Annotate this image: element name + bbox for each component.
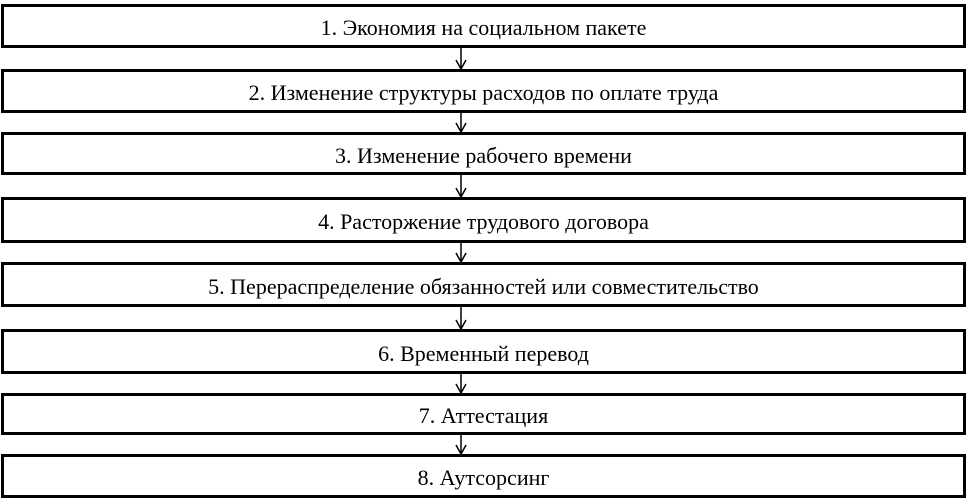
step-box-2 xyxy=(1,69,966,113)
step-label-7: 7. Аттестация xyxy=(418,403,549,428)
step-label-6: 6. Временный перевод xyxy=(378,340,589,366)
step-box-1 xyxy=(1,4,966,48)
arrowhead-2-3 xyxy=(456,123,466,132)
step-label-5: 5. Перераспределение обязанностей или совместительство xyxy=(208,273,759,299)
step-label-4: 4. Расторжение трудового договора xyxy=(318,209,649,234)
step-box-6 xyxy=(1,329,966,374)
arrowhead-4-5 xyxy=(456,253,466,262)
arrowhead-1-2 xyxy=(456,60,466,69)
step-label-1: 1. Экономия на социальном пакете xyxy=(320,15,647,40)
step-label-8: 8. Аутсорсинг xyxy=(417,465,550,490)
arrowhead-5-6 xyxy=(456,320,466,329)
step-label-3: 3. Изменение рабочего времени xyxy=(335,142,632,168)
step-box-4 xyxy=(1,197,966,243)
step-box-8 xyxy=(1,454,966,498)
arrowhead-7-8 xyxy=(456,445,466,454)
step-box-7 xyxy=(1,393,966,435)
step-box-5 xyxy=(1,262,966,307)
arrowhead-6-7 xyxy=(456,384,466,393)
step-label-2: 2. Изменение структуры расходов по оплате труда xyxy=(248,80,719,105)
arrowhead-3-4 xyxy=(456,188,466,197)
step-box-3 xyxy=(1,132,966,175)
